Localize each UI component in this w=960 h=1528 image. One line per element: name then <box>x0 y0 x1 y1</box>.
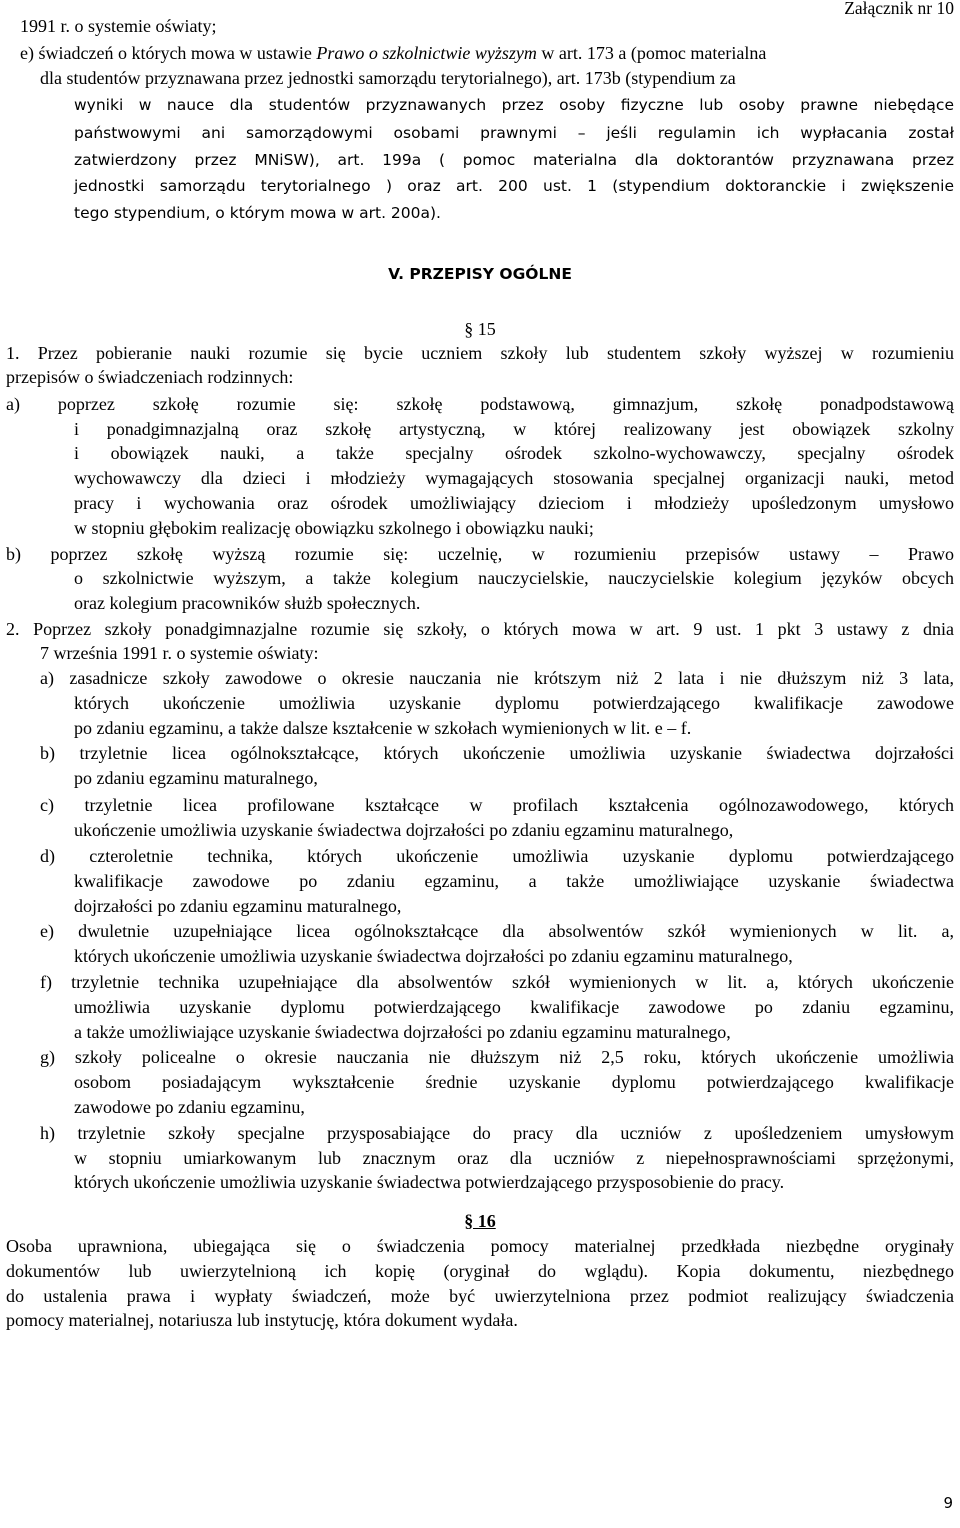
p15-line: których ukończenie umożliwia uzyskanie świadectwa potwierdzającego przysposobienie do pracy. <box>74 1172 785 1192</box>
p15-line: po zdaniu egzaminu, a także dalsze kształcenie w szkołach wymienionych w lit. e – f. <box>74 718 692 738</box>
p15-line: a) poprzez szkołę rozumie się: szkołę podstawową, gimnazjum, szkołę ponadpodstawową <box>6 394 954 414</box>
p15-line: b) poprzez szkołę wyższą rozumie się: uczelnię, w rozumieniu przepisów ustawy – Prawo <box>6 544 954 564</box>
section-title: V. PRZEPISY OGÓLNE <box>388 265 572 283</box>
intro-line: jednostki samorządu terytorialnego ) oraz art. 200 ust. 1 (stypendium doktoranckie i zwiększenie <box>74 177 954 195</box>
p16-line: do ustalenia prawa i wypłaty świadczeń, może być uwierzytelniona przez podmiot realizujący świadczenia <box>6 1286 954 1306</box>
attachment-label: Załącznik nr 10 <box>844 0 954 18</box>
p15-line: osobom posiadającym wykształcenie średnie uzyskanie dyplomu potwierdzającego kwalifikacje <box>74 1072 954 1092</box>
p15-line: c) trzyletnie licea profilowane kształcące w profilach kształcenia ogólnozawodowego, których <box>40 795 954 815</box>
p15-line: d) czteroletnie technika, których ukończenie umożliwia uzyskanie dyplomu potwierdzającego <box>40 846 954 866</box>
p15-line: kwalifikacje zawodowe po zdaniu egzaminu, a także umożliwiające uzyskanie świadectwa <box>74 871 954 891</box>
p16-line: Osoba uprawniona, ubiegająca się o świadczenia pomocy materialnej przedkłada niezbędne oryginały <box>6 1236 954 1256</box>
paragraph-15-heading: § 15 <box>464 319 496 339</box>
p16-line: pomocy materialnej, notariusza lub instytucję, która dokument wydała. <box>6 1310 518 1330</box>
p15-line: i ponadgimnazjalną oraz szkołę artystyczną, w której realizowany jest obowiązek szkolny <box>74 419 954 439</box>
intro-line: dla studentów przyznawana przez jednostki samorządu terytorialnego), art. 173b (stypendium za <box>40 68 736 88</box>
p16-line: dokumentów lub uwierzytelnioną ich kopię (oryginał do wglądu). Kopia dokumentu, niezbędnego <box>6 1261 954 1281</box>
p15-line: pracy i wychowania oraz ośrodek umożliwiający dzieciom i młodzieży upośledzonym umysłowo <box>74 493 954 513</box>
intro-line: wyniki w nauce dla studentów przyznawanych przez osoby fizyczne lub osoby prawne niebędące <box>74 96 954 114</box>
p15-line: umożliwia uzyskanie dyplomu potwierdzającego kwalifikacje zawodowe po zdaniu egzaminu, <box>74 997 954 1017</box>
p15-line: wychowawczy dla dzieci i młodzieży wymagających stosowania specjalnej organizacji nauki, metod <box>74 468 954 488</box>
p15-line: 2. Poprzez szkoły ponadgimnazjalne rozumie się szkoły, o których mowa w art. 9 ust. 1 pkt 3 ustawy z dnia <box>6 619 954 639</box>
page-number: 9 <box>943 1494 953 1512</box>
p15-line: w stopniu umiarkowanym lub znacznym oraz dla uczniów z niepełnosprawnościami sprzężonymi, <box>74 1148 954 1168</box>
p15-line: 1. Przez pobieranie nauki rozumie się bycie uczniem szkoły lub studentem szkoły wyższej w rozumieniu <box>6 343 954 363</box>
intro-line: tego stypendium, o którym mowa w art. 200a). <box>74 204 441 222</box>
p15-line: po zdaniu egzaminu maturalnego, <box>74 768 318 788</box>
p15-line: i obowiązek nauki, a także specjalny ośrodek szkolno-wychowawczy, specjalny ośrodek <box>74 443 954 463</box>
intro-line: 1991 r. o systemie oświaty; <box>20 16 217 36</box>
p15-line: b) trzyletnie licea ogólnokształcące, których ukończenie umożliwia uzyskanie świadectwa dojrzałości <box>40 743 954 763</box>
p15-line: zawodowe po zdaniu egzaminu, <box>74 1097 305 1117</box>
p15-line: w stopniu głębokim realizację obowiązku szkolnego i obowiązku nauki; <box>74 518 594 538</box>
p15-line: 7 września 1991 r. o systemie oświaty: <box>40 643 319 663</box>
intro-line: zatwierdzony przez MNiSW), art. 199a ( pomoc materialna dla doktorantów przyznawana przez <box>74 151 954 169</box>
intro-line: państwowymi ani samorządowymi osobami prawnymi – jeśli regulamin ich wypłacania został <box>74 124 954 142</box>
p15-line: e) dwuletnie uzupełniające licea ogólnokształcące dla absolwentów szkół wymienionych w lit. a, <box>40 921 954 941</box>
p15-line: a także umożliwiające uzyskanie świadectwa dojrzałości po zdaniu egzaminu maturalnego, <box>74 1022 731 1042</box>
p15-line: ukończenie umożliwia uzyskanie świadectwa dojrzałości po zdaniu egzaminu maturalnego, <box>74 820 734 840</box>
p15-line: których ukończenie umożliwia uzyskanie świadectwa dojrzałości po zdaniu egzaminu maturalnego, <box>74 946 793 966</box>
p15-line: dojrzałości po zdaniu egzaminu maturalnego, <box>74 896 402 916</box>
p15-line: oraz kolegium pracowników służb społecznych. <box>74 593 421 613</box>
p15-line: f) trzyletnie technika uzupełniające dla absolwentów szkół wymienionych w lit. a, których ukończenie <box>40 972 954 992</box>
intro-line: e) świadczeń o których mowa w ustawie Prawo o szkolnictwie wyższym w art. 173 a (pomoc materialna <box>20 43 767 63</box>
p15-line: h) trzyletnie szkoły specjalne przysposabiające do pracy dla uczniów z upośledzeniem umysłowym <box>40 1123 954 1143</box>
p15-line: przepisów o świadczeniach rodzinnych: <box>6 367 294 387</box>
p15-line: a) zasadnicze szkoły zawodowe o okresie nauczania nie krótszym niż 2 lata i nie dłuższym niż 3 lata, <box>40 668 954 688</box>
p15-line: g) szkoły policealne o okresie nauczania nie dłuższym niż 2,5 roku, których ukończenie umożliwia <box>40 1047 954 1067</box>
paragraph-16-heading: § 16 <box>464 1211 496 1231</box>
p15-line: o szkolnictwie wyższym, a także kolegium nauczycielskie, nauczycielskie kolegium języków obcych <box>74 568 954 588</box>
p15-line: których ukończenie umożliwia uzyskanie dyplomu potwierdzającego kwalifikacje zawodowe <box>74 693 954 713</box>
